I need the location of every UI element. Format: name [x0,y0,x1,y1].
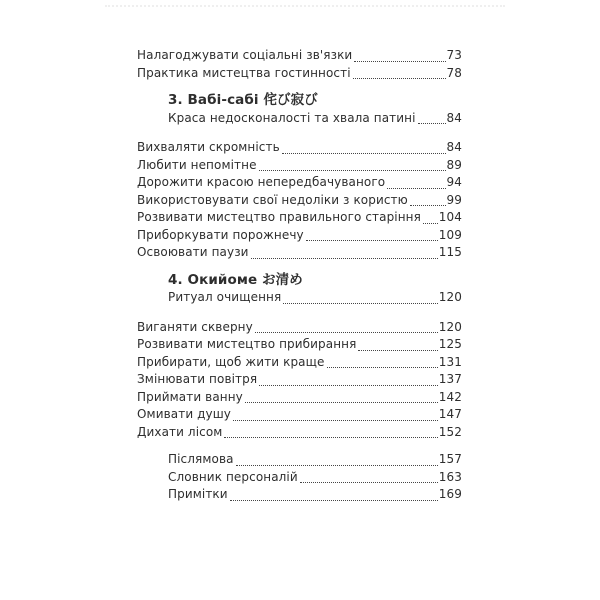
backmatter-entry [168,451,462,469]
toc-entry [137,424,462,442]
page-number: 163 [438,469,462,484]
page-number: 147 [438,407,462,421]
dot-leader [224,437,437,438]
toc-entry [137,371,462,389]
page-number: 84 [446,140,462,154]
page-number: 169 [438,487,462,501]
dot-leader [233,420,438,421]
entry-label: Освоювати паузи [137,245,249,259]
toc-entry [137,209,462,227]
page-number: 120 [438,290,462,304]
dot-leader [255,332,438,333]
entry-label: Омивати душу [137,407,232,421]
toc-entry [137,336,462,354]
dot-leader [327,367,438,368]
page-number: 78 [446,65,462,80]
toc-entry [137,244,462,262]
chapter-title: 4. Окийоме お清め [168,271,303,288]
cropped-previous-line [105,0,505,7]
entry-label: Післямова [168,452,234,466]
chapter-heading [168,92,462,110]
dot-leader [251,258,438,259]
page-number: 115 [438,245,462,259]
entry-label: Любити непомітне [137,157,257,172]
chapter-heading [168,272,462,290]
chapter-title: 3. Вабі-сабі 侘び寂び [168,92,318,108]
page-number: 125 [438,337,462,351]
toc-entry [137,65,462,83]
entry-label: Примітки [168,487,228,501]
entry-label: Виганяти скверну [137,319,253,334]
page-number: 152 [438,424,462,439]
entry-label: Змінювати повітря [137,372,258,386]
page-number: 131 [438,354,462,369]
chapter-subtitle-entry [168,110,462,128]
entry-label: Дорожити красою непередбачуваного [137,175,386,189]
page-number: 99 [446,192,462,207]
toc-entry [137,406,462,424]
dot-leader [418,123,446,124]
dot-leader [282,153,446,154]
toc-entry [137,354,462,372]
toc-entry [137,319,462,337]
dot-leader [236,465,438,466]
entry-label: Розвивати мистецтво прибирання [137,337,357,351]
toc-entry [137,47,462,65]
chapter-subtitle-entry [168,289,462,307]
entry-label: Вихваляти скромність [137,140,280,154]
entry-label: Налагоджувати соціальні зв'язки [137,48,353,62]
page-number: 104 [438,210,462,224]
backmatter-entry [168,469,462,487]
page-number: 89 [446,157,462,172]
page-number: 84 [446,110,462,125]
entry-label: Краса недосконалості та хвала патині [168,110,416,125]
toc-entry [137,389,462,407]
dot-leader [259,385,438,386]
toc-entry [137,192,462,210]
page-number: 94 [446,175,462,189]
dot-leader [358,350,437,351]
entry-label: Словник персоналій [168,469,298,484]
dot-leader [245,402,438,403]
entry-label: Прибирати, щоб жити краще [137,354,325,369]
toc-entry [137,174,462,192]
dot-leader [283,303,437,304]
entry-label: Ритуал очищення [168,290,282,304]
toc-entry [137,157,462,175]
dot-leader [300,482,438,483]
toc-entry [137,227,462,245]
dot-leader [387,188,445,189]
entry-label: Практика мистецтва гостинності [137,65,351,80]
dot-leader [410,205,446,206]
page-number: 137 [438,372,462,386]
dot-leader [354,61,445,62]
page-number: 120 [438,319,462,334]
entry-label: Приймати ванну [137,389,243,404]
page-number: 142 [438,389,462,404]
dot-leader [230,500,438,501]
backmatter-entry [168,486,462,504]
dot-leader [353,78,446,79]
entry-label: Розвивати мистецтво правильного старіння [137,210,421,224]
entry-label: Використовувати свої недоліки з користю [137,192,408,207]
entry-label: Дихати лісом [137,424,223,439]
dot-leader [259,170,446,171]
page-number: 157 [438,452,462,466]
table-of-contents [137,47,462,504]
dot-leader [423,223,438,224]
dot-leader [306,240,438,241]
entry-label: Приборкувати порожнечу [137,227,304,242]
page-number: 73 [446,48,462,62]
page-number: 109 [438,227,462,242]
toc-entry [137,139,462,157]
